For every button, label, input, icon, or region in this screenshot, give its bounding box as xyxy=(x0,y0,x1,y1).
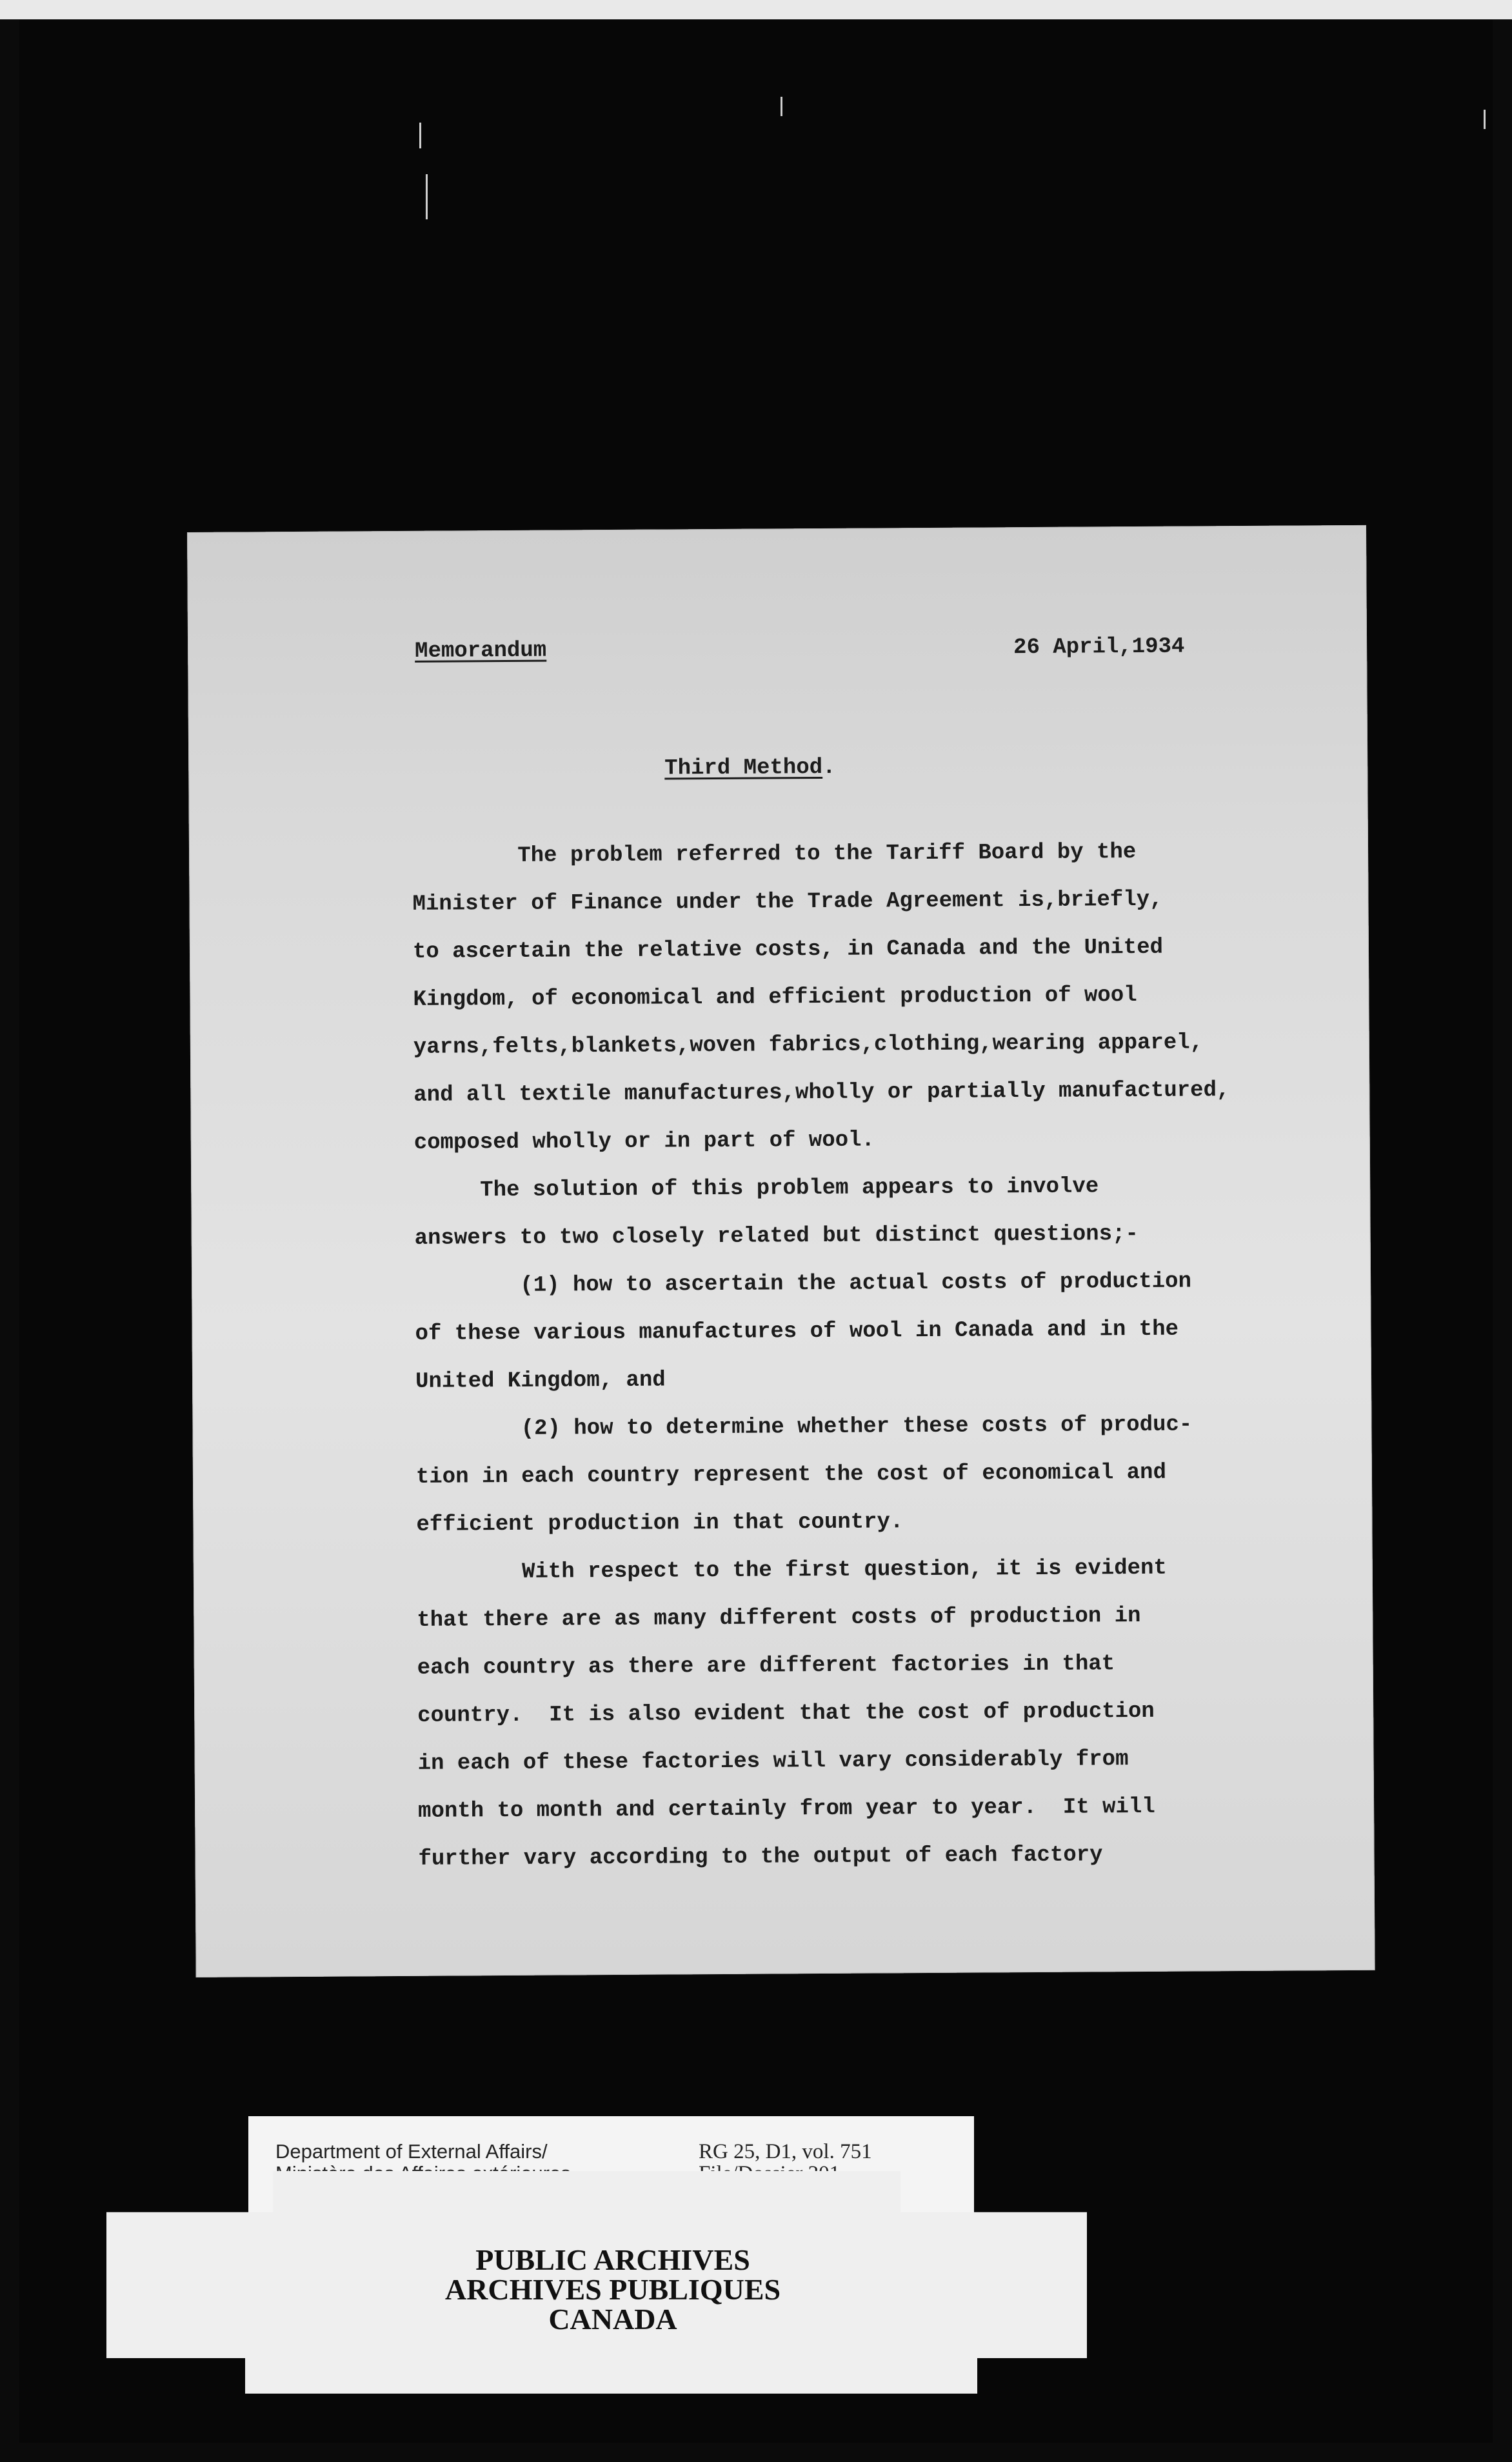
memorandum-page xyxy=(187,525,1375,1977)
memo-date: 26 April,1934 xyxy=(1013,634,1185,661)
archives-stamp-base xyxy=(245,2342,977,2394)
department-english: Department of External Affairs/ xyxy=(275,2140,548,2163)
memo-body xyxy=(412,838,1341,1872)
memo-line: country. It is also evident that the cost of production xyxy=(417,1699,1155,1728)
memo-line: to ascertain the relative costs, in Canada and the United xyxy=(412,935,1164,965)
memo-line: that there are as many different costs of production in xyxy=(417,1604,1141,1633)
stamp-line-country: CANADA xyxy=(548,2303,677,2336)
film-speck xyxy=(426,174,428,219)
film-speck xyxy=(781,97,782,116)
memo-line: each country as there are different factories in that xyxy=(417,1652,1115,1681)
memo-line: further vary according to the output of each factory xyxy=(418,1843,1103,1872)
memo-title-text: Third Method xyxy=(664,755,823,781)
memo-line: Minister of Finance under the Trade Agreement is,briefly, xyxy=(412,887,1163,917)
memo-line: (1) how to ascertain the actual costs of production xyxy=(415,1269,1192,1299)
record-group: RG 25, D1, vol. 751 xyxy=(699,2140,872,2163)
film-speck xyxy=(419,123,421,148)
memo-line: With respect to the first question, it is evident xyxy=(416,1556,1167,1585)
memo-line: yarns,felts,blankets,woven fabrics,clothing,wearing apparel, xyxy=(413,1030,1204,1060)
memo-line: United Kingdom, and xyxy=(415,1368,666,1394)
film-edge xyxy=(0,0,1512,19)
memo-line: month to month and certainly from year to year. It will xyxy=(418,1794,1155,1824)
memo-line: and all textile manufactures,wholly or partially manufactured, xyxy=(413,1078,1230,1108)
archives-stamp-text xyxy=(0,2245,1226,2334)
memo-line: (2) how to determine whether these costs of produc- xyxy=(415,1412,1193,1442)
film-speck xyxy=(1484,110,1486,129)
memo-title-period: . xyxy=(822,755,836,780)
memo-line: efficient production in that country. xyxy=(416,1510,904,1537)
memo-label: Memorandum xyxy=(415,638,547,664)
memorandum-text xyxy=(187,525,1375,1977)
memo-line: tion in each country represent the cost of economical and xyxy=(415,1460,1167,1490)
memo-title xyxy=(664,756,835,781)
memo-line: The solution of this problem appears to involve xyxy=(414,1174,1099,1203)
memo-line: in each of these factories will vary considerably from xyxy=(417,1747,1129,1776)
memo-line: composed wholly or in part of wool. xyxy=(413,1128,875,1156)
memo-line: answers to two closely related but distinct questions;- xyxy=(414,1222,1139,1251)
memo-line: of these various manufactures of wool in Canada and in the xyxy=(415,1317,1179,1346)
memo-line: The problem referred to the Tariff Board by the xyxy=(412,840,1137,869)
stamp-line-french: ARCHIVES PUBLIQUES xyxy=(444,2273,781,2306)
memo-line: Kingdom, of economical and efficient production of wool xyxy=(413,983,1137,1012)
stamp-line-english: PUBLIC ARCHIVES xyxy=(475,2243,750,2276)
